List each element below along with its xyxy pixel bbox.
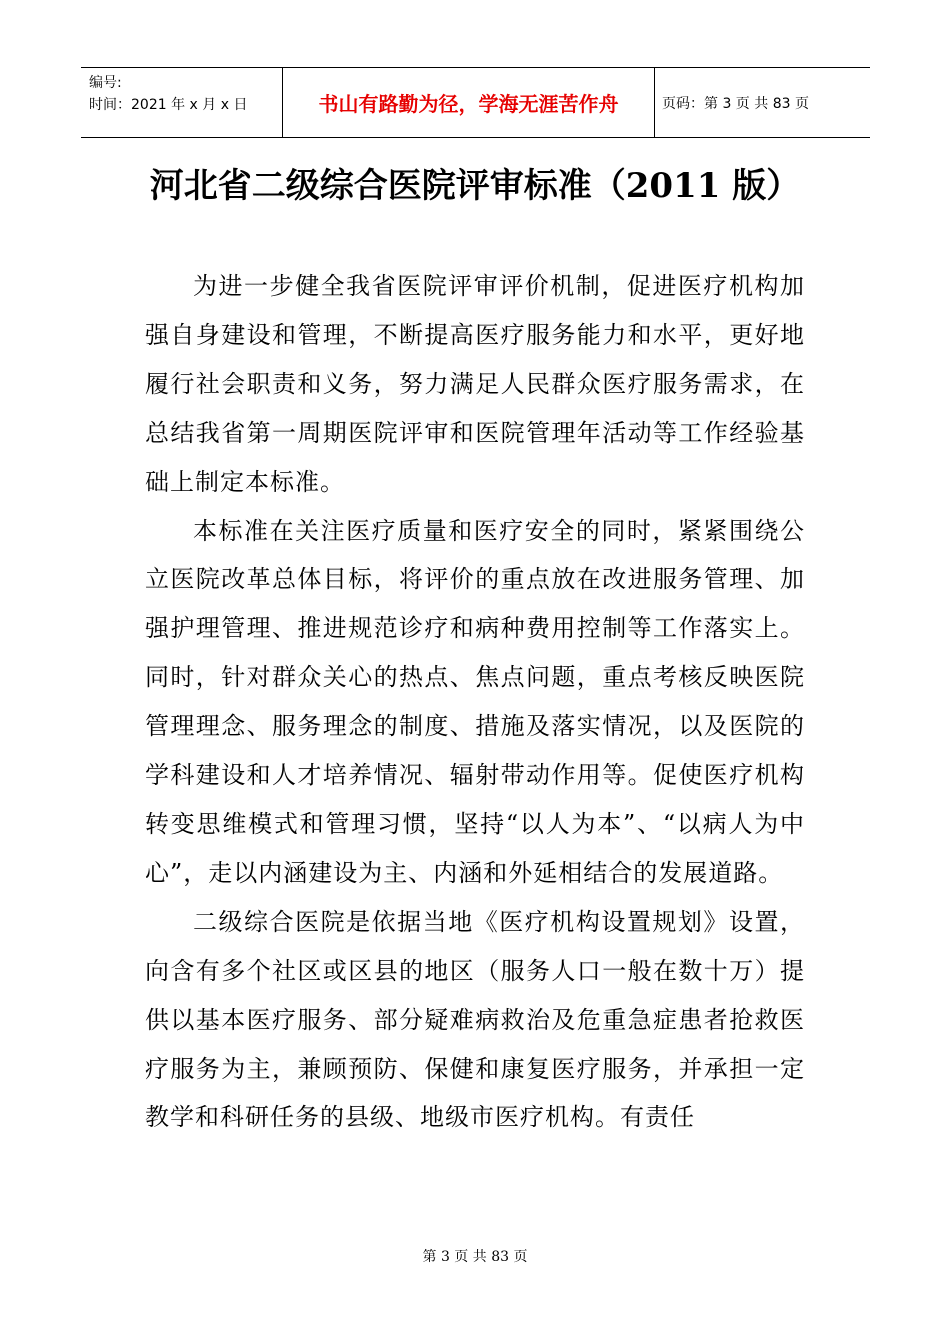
header-meta (89, 72, 247, 116)
header-motto: 书山有路勤为径，学海无涯苦作舟 (318, 92, 619, 116)
header-page-info: 页码：第 3 页 共 83 页 (662, 95, 809, 112)
page-header (81, 67, 870, 138)
body-paragraph: 二级综合医院是依据当地《医疗机构设置规划》设置，向含有多个社区或区县的地区（服务人口一般在数十万）提供以基本医疗服务、部分疑难病救治及危重急症患者抢救医疗服务为主，兼顾预防、保健和康复医疗服务，并承担一定教学和科研任务的县级、地级市医疗机构。有责任 (145, 907, 805, 1132)
page-footer: 第 3 页 共 83 页 (422, 1249, 528, 1265)
document-body (145, 262, 805, 1142)
document-title: 河北省二级综合医院评审标准（2011 版） (149, 166, 801, 206)
document-time-label: 时间：2021 年 x 月 x 日 (89, 97, 248, 113)
body-paragraph: 本标准在关注医疗质量和医疗安全的同时，紧紧围绕公立医院改革总体目标，将评价的重点放在改进服务管理、加强护理管理、推进规范诊疗和病种费用控制等工作落实上。同时，针对群众关心的热点、焦点问题，重点考核反映医院管理理念、服务理念的制度、措施及落实情况，以及医院的学科建设和人才培养情况、辐射带动作用等。促使医疗机构转变思维模式和管理习惯，坚持“以人为本”、“以病人为中心”，走以内涵建设为主、内涵和外延相结合的发展道路。 (145, 516, 805, 887)
header-divider (654, 68, 655, 137)
document-number-label: 编号: (89, 75, 122, 91)
body-paragraph: 为进一步健全我省医院评审评价机制，促进医疗机构加强自身建设和管理，不断提高医疗服务能力和水平，更好地履行社会职责和义务，努力满足人民群众医疗服务需求，在总结我省第一周期医院评审和医院管理年活动等工作经验基础上制定本标准。 (145, 272, 805, 496)
